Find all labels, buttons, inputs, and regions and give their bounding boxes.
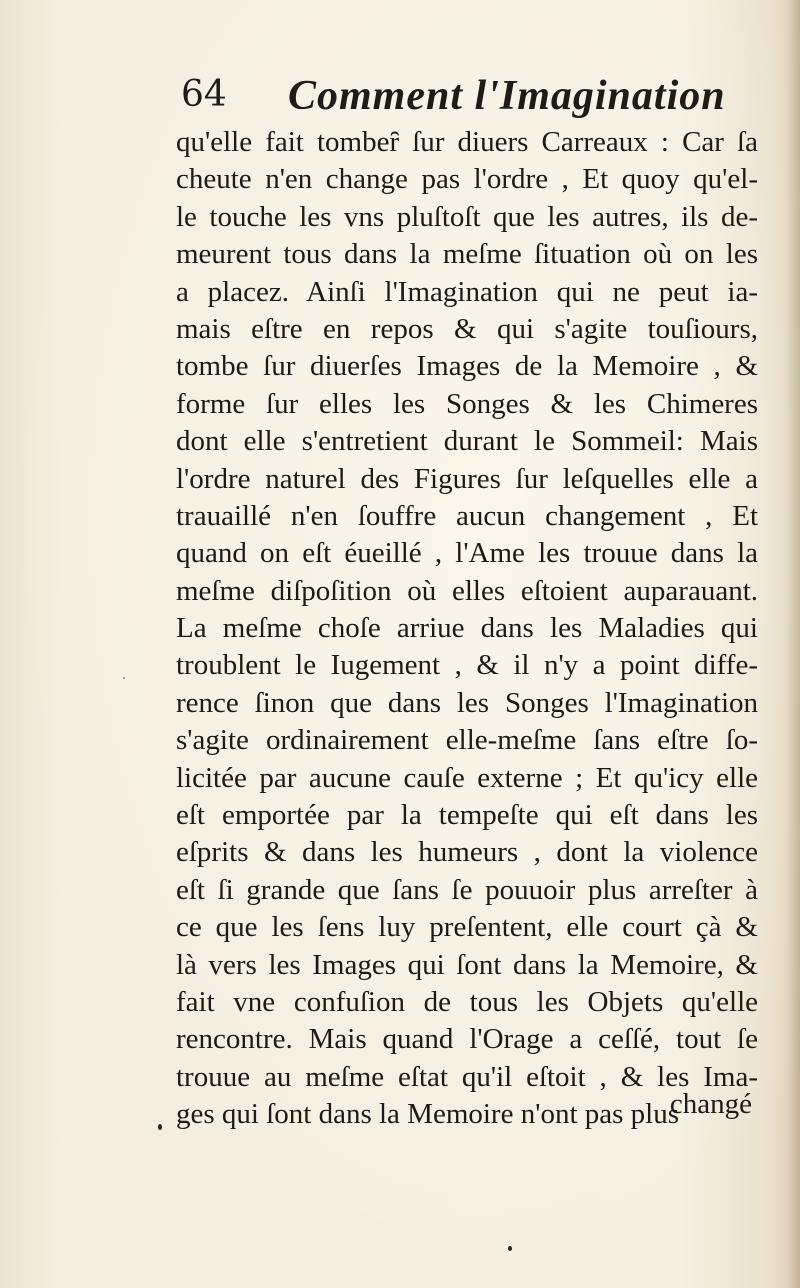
text-line: rencontre. Mais quand l'Orage a ceſſé, tout ſe (176, 1023, 758, 1056)
text-line: meſme diſpoſition où elles eſtoient auparauant. (176, 574, 758, 607)
ink-speck (123, 677, 125, 679)
text-line: trauaillé n'en ſouffre aucun changement , Et (176, 499, 758, 532)
text-line: meurent tous dans la meſme ſituation où on les (176, 238, 758, 271)
text-line: trouue au meſme eſtat qu'il eſtoit , & les Ima- (176, 1060, 758, 1093)
catchword: changé (669, 1088, 752, 1120)
text-line: l'ordre naturel des Figures ſur leſquelles elle a (176, 462, 758, 495)
text-line: là vers les Images qui ſont dans la Memoire, & (176, 948, 758, 981)
text-line: mais eſtre en repos & qui s'agite touſiours, (176, 312, 758, 345)
ink-speck (508, 1246, 512, 1251)
running-head (173, 68, 753, 120)
text-line: eſprits & dans les humeurs , dont la violence (176, 836, 758, 869)
text-line: eſt ſi grande que ſans ſe pouuoir plus arreſter à (176, 873, 758, 906)
text-line: rence ſinon que dans les Songes l'Imagination (176, 686, 758, 719)
text-line: qu'elle fait tombeȓ ſur diuers Carreaux : Car ſa (176, 126, 758, 158)
body-text (176, 124, 758, 1134)
text-line: eſt emportée par la tempeſte qui eſt dans les (176, 799, 758, 832)
text-line: cheute n'en change pas l'ordre , Et quoy qu'el- (176, 163, 758, 196)
text-line: dont elle s'entretient durant le Sommeil: Mais (176, 425, 758, 458)
text-line: tombe ſur diuerſes Images de la Memoire , & (176, 350, 758, 383)
text-line: le touche les vns pluſtoſt que les autres, ils de- (176, 200, 758, 233)
text-line: ges qui ſont dans la Memoire n'ont pas plus (176, 1098, 679, 1131)
text-line: forme ſur elles les Songes & les Chimeres (176, 387, 758, 420)
text-line: licitée par aucune cauſe externe ; Et qu'icy elle (176, 761, 758, 794)
text-line: troublent le Iugement , & il n'y a point diffe- (176, 649, 758, 682)
page-edge-shadow (786, 0, 800, 1288)
text-line: s'agite ordinairement elle-meſme ſans eſtre ſo- (176, 724, 758, 757)
text-line: a placez. Ainſi l'Imagination qui ne peut ia- (176, 275, 758, 308)
text-line: fait vne confuſion de tous les Objets qu'elle (176, 985, 758, 1018)
ink-speck (158, 1124, 162, 1130)
text-line: ce que les ſens luy preſentent, elle court çà & (176, 911, 758, 944)
text-line: quand on eſt éueillé , l'Ame les trouue dans la (176, 537, 758, 570)
text-line: La meſme choſe arriue dans les Maladies qui (176, 612, 758, 645)
page-number: 64 (181, 74, 227, 115)
running-title: Comment l'Imagination (288, 73, 726, 119)
